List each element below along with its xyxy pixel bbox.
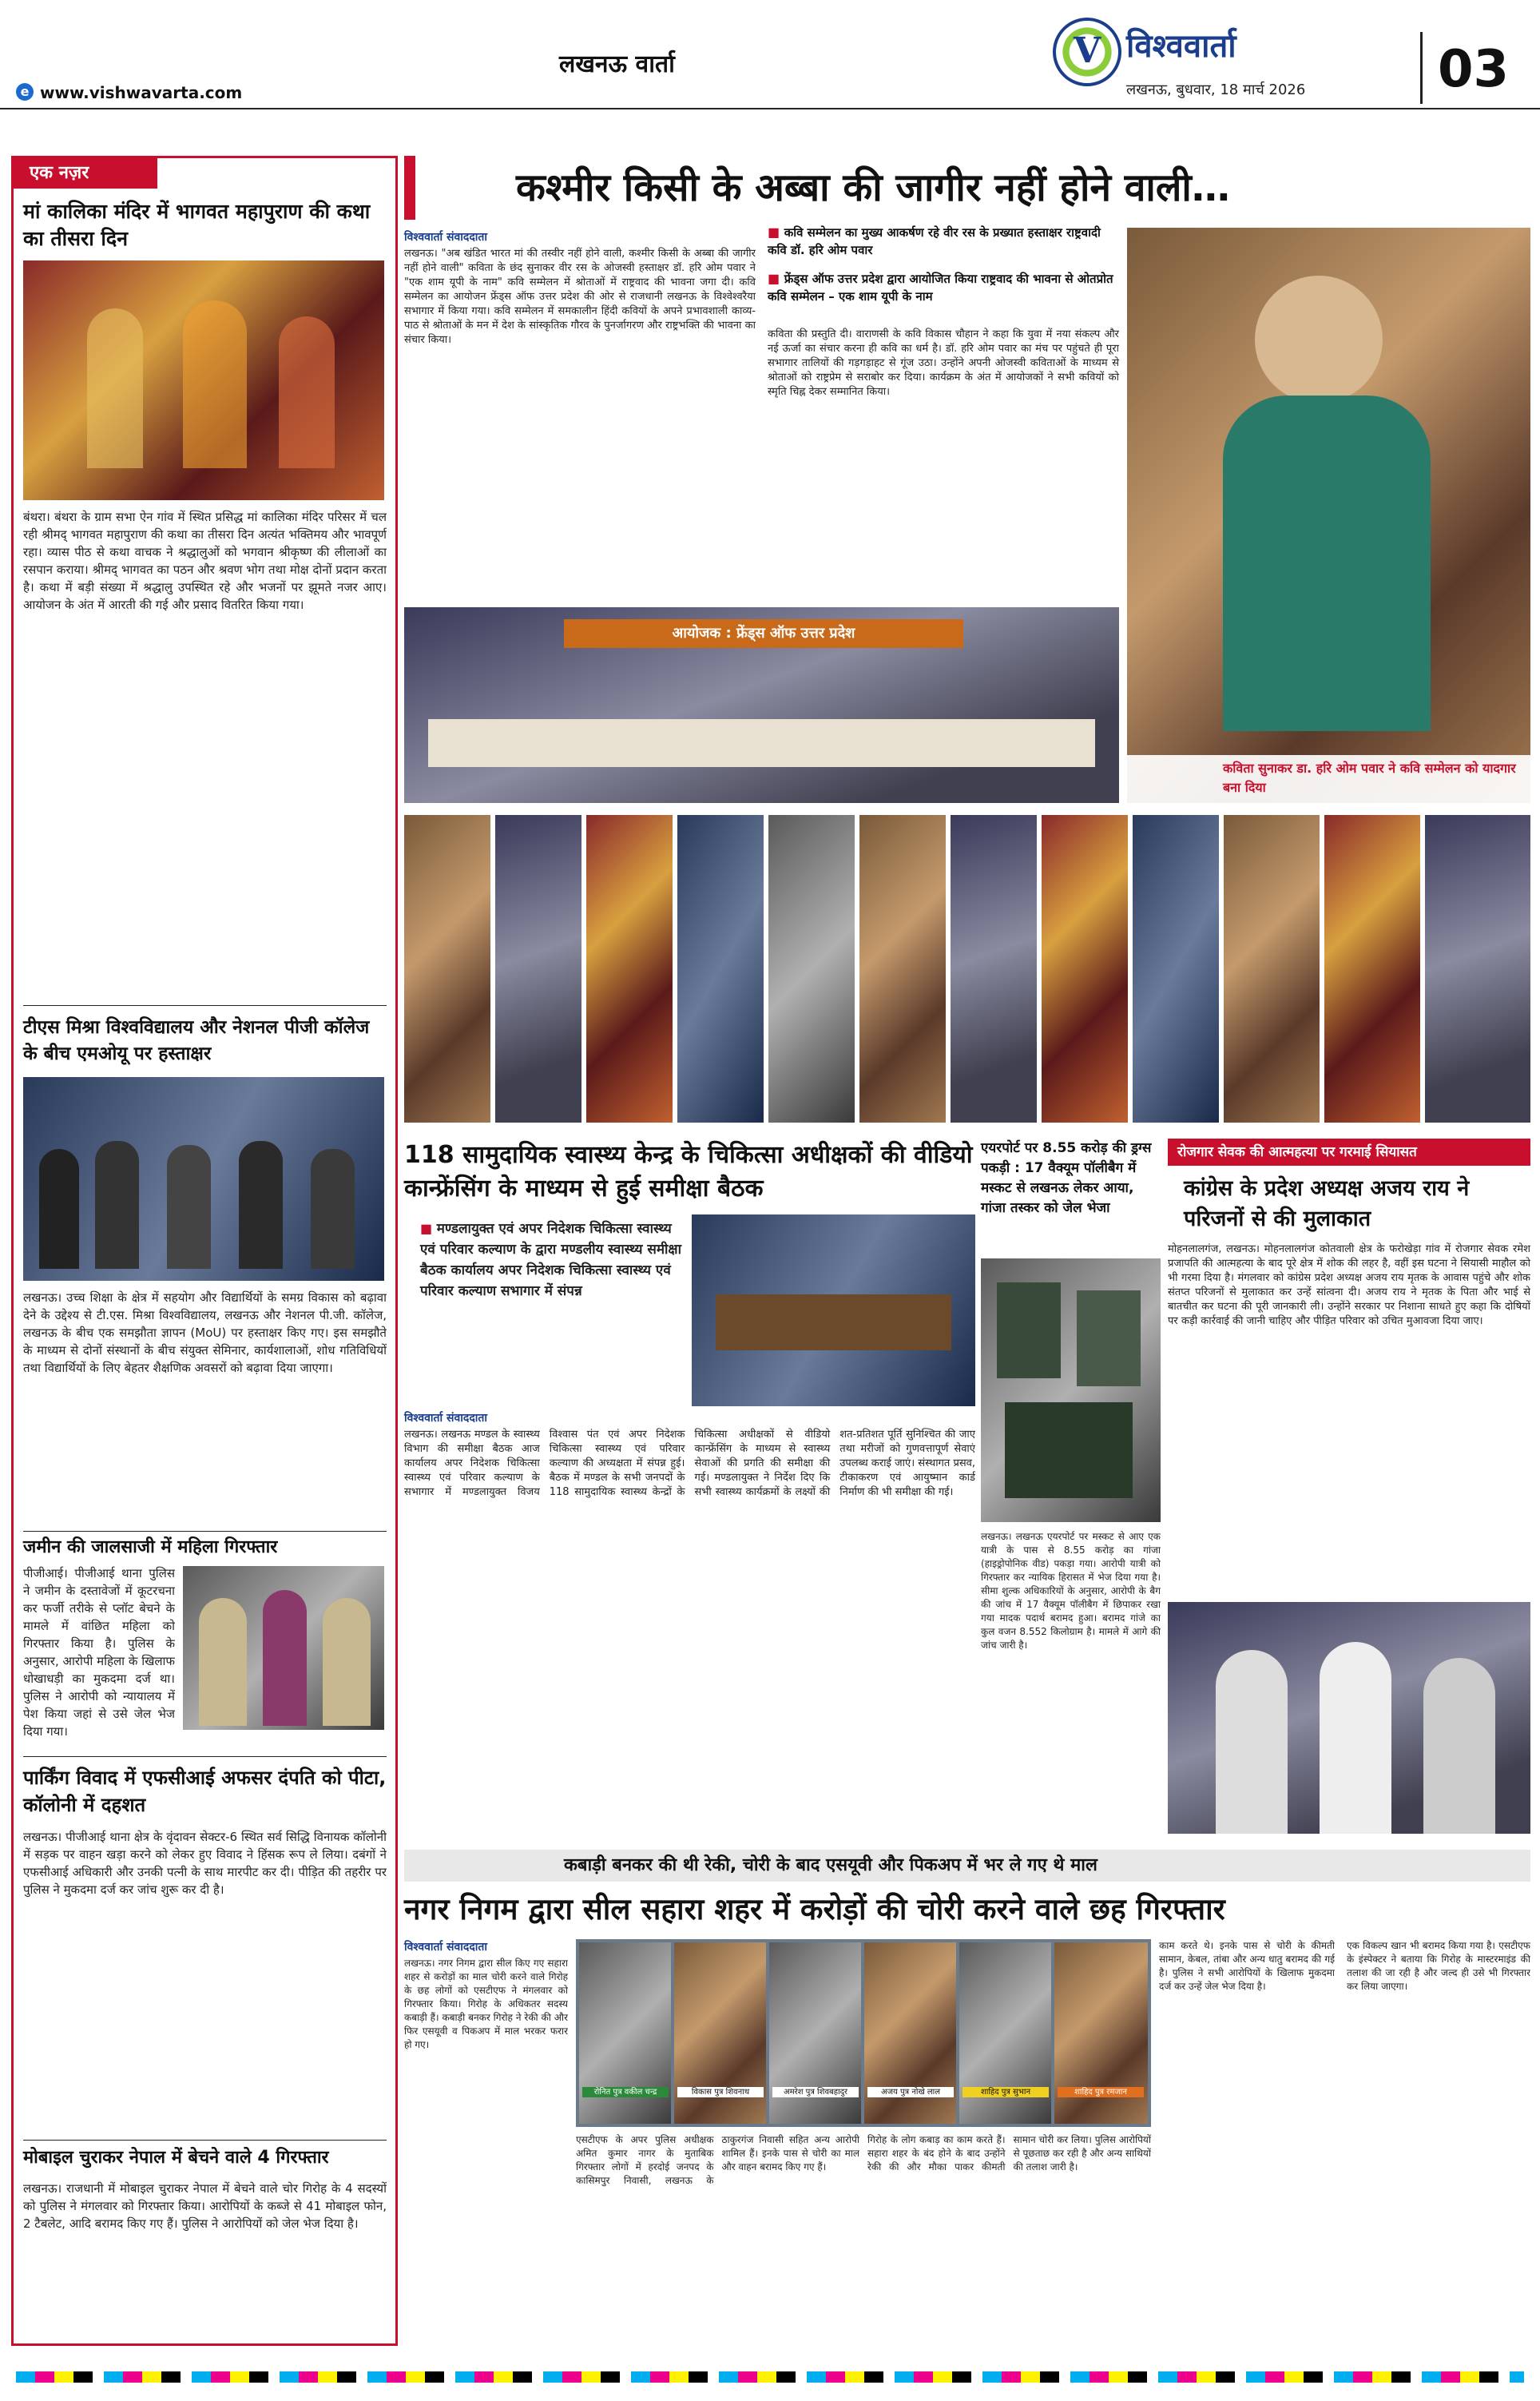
suspects-photo-strip: [576, 1939, 1151, 2127]
suspect-label-3: अमरेश पुत्र शिवबहादुर: [772, 2087, 859, 2097]
mou-photo: [23, 1077, 384, 1281]
poet-photo-12: [1425, 815, 1530, 1123]
lead-headline: कश्मीर किसी के अब्बा की जागीर नहीं होने वाली…: [516, 165, 1230, 210]
poet-photo-9: [1133, 815, 1219, 1123]
suspect-label-4: अजय पुत्र नोखे लाल: [867, 2087, 954, 2097]
contraband-photo: [981, 1258, 1161, 1522]
sidebar-headline-2: टीएस मिश्रा विश्वविद्यालय और नेशनल पीजी कॉलेज के बीच एमओयू पर हस्ताक्षर: [23, 1017, 370, 1064]
health-highlight-text: मण्डलायुक्त एवं अपर निदेशक चिकित्सा स्वास्थ्य एवं परिवार कल्याण के द्वारा मण्डलीय स्वास्थ्य समीक्षा बैठक कार्यालय अपर निदेशक चिकित्सा स्वास्थ्य एवं परिवार कल्याण सभागार में संपन्न: [420, 1221, 682, 1299]
sidebar-body-3: पीजीआई। पीजीआई थाना पुलिस ने जमीन के दस्तावेजों में कूटरचना कर फर्जी तरीके से प्लॉट बेचने के मामले में वांछित महिला को गिरफ्तार किया है। पुलिस के अनुसार, आरोपी महिला के खिलाफ धोखाधड़ी का मुकदमा दर्ज था। पुलिस ने आरोपी को न्यायालय में पेश किया जहां से उसे जेल भेज दिया गया।: [23, 1566, 175, 1739]
bottom-body-3: गिरोह के लोग कबाड़ का काम करते हैं। सहारा शहर के बंद होने के बाद उन्होंने रेकी की और मौका पाकर कीमती सामान चोरी कर लिया। पुलिस आरोपियों से पूछताछ कर रही है और अन्य साथियों की तलाश जारी है।: [867, 2134, 1151, 2172]
dateline: लखनऊ, बुधवार, 18 मार्च 2026: [1126, 81, 1306, 98]
sidebar-body-1: बंथरा। बंथरा के ग्राम सभा ऐन गांव में स्थित प्रसिद्ध मां कालिका मंदिर परिसर में चल रही श्रीमद् भागवत महापुराण की कथा का तीसरा दिन अत्यंत भक्तिमय और भावपूर्ण रहा। व्यास पीठ से कथा वाचक ने श्रद्धालुओं को भगवान श्रीकृष्ण की लीलाओं का रसपान कराया। श्रीमद् भागवत का पठन और श्रवण भोग तथा मोक्ष दोनों प्रदान करता है। कथा में बड़ी संख्या में श्रद्धालु उपस्थित रहे और भजनों पर झूमते नजर आए। आयोजन के अंत में आरती की गई और प्रसाद वितरित किया गया।: [23, 510, 387, 612]
poet-photo-10: [1224, 815, 1320, 1123]
sidebar: [11, 156, 398, 2346]
lead-bureau: विश्ववार्ता संवाददाता: [404, 231, 488, 244]
meeting-photo: [692, 1214, 975, 1406]
health-body: लखनऊ। लखनऊ मण्डल के स्वास्थ्य विभाग की समीक्षा बैठक आज कार्यालय अपर निदेशक चिकित्सा स्वास्थ्य एवं परिवार कल्याण के सभागार में मण्डलायुक्त विजय विश्वास पंत एवं अपर निदेशक चिकित्सा स्वास्थ्य एवं परिवार कल्याण की अध्यक्षता में संपन्न हुई। बैठक में मण्डल के सभी जनपदों के 118 सामुदायिक स्वास्थ्य केन्द्रों के चिकित्सा अधीक्षकों से वीडियो कान्फ्रेंसिंग के माध्यम से स्वास्थ्य सेवाओं की प्रगति की समीक्षा की गई। मण्डलायुक्त ने निर्देश दिए कि सभी स्वास्थ्य कार्यक्रमों के लक्ष्यों की शत-प्रतिशत पूर्ति सुनिश्चित की जाए तथा मरीजों को गुणवत्तापूर्ण सेवाएं उपलब्ध कराई जाएं। संस्थागत प्रसव, टीकाकरण एवं आयुष्मान कार्ड निर्माण की भी समीक्षा की गई।: [404, 1429, 975, 1498]
sidebar-headline-3: जमीन की जालसाजी में महिला गिरफ्तार: [23, 1537, 278, 1557]
bottom-body-5: एक विकल्प खान भी बरामद किया गया है। एसटीएफ के इंस्पेक्टर ने बताया कि गिरोह के मास्टरमाइंड की तलाश की जा रही है और जल्द ही उसे भी गिरफ्तार कर लिया जाएगा।: [1347, 1940, 1530, 1992]
brand-name: विश्ववार्ता: [1126, 28, 1236, 65]
poet-photo-6: [859, 815, 946, 1123]
suspect-label-5: शाहिद पुत्र सुभान: [963, 2087, 1049, 2097]
lead-headline-bar: [404, 156, 1530, 220]
bottom-body-4: काम करते थे। इनके पास से चोरी के कीमती सामान, केबल, तांबा और अन्य धातु बरामद की गई है। पुलिस ने सभी आरोपियों के खिलाफ मुकदमा दर्ज कर उन्हें जेल भेज दिया है।: [1159, 1940, 1335, 1992]
poet-photo-11: [1324, 815, 1420, 1123]
sidebar-headline-4: पार्किंग विवाद में एफसीआई अफसर दंपति को पीटा, कॉलोनी में दहशत: [23, 1767, 387, 1816]
airport-headline: एयरपोर्ट पर 8.55 करोड़ की ड्रग्स पकड़ी : 17 वैक्यूम पॉलीबैग में मस्कट से लखनऊ लेकर आया, गांजा तस्कर को जेल भेजा: [981, 1140, 1152, 1216]
sidebar-divider-4: [23, 2140, 387, 2141]
registration-strip: [16, 2371, 1524, 2383]
poet-photo-7: [951, 815, 1037, 1123]
bottom-kicker: कबाड़ी बनकर की थी रेकी, चोरी के बाद एसयूवी और पिकअप में भर ले गए थे माल: [564, 1855, 1097, 1875]
lead-body-1: लखनऊ। "अब खंडित भारत मां की तस्वीर नहीं होने वाली, कश्मीर किसी के अब्बा की जागीर नहीं होने वाली" कविता के छंद सुनाकर वीर रस के ओजस्वी हस्ताक्षर डॉ. हरि ओम पवार ने "एक शाम यूपी के नाम" कवि सम्मेलन में श्रोताओं में राष्ट्रवाद की भावना जगा दी। कवि सम्मेलन का आयोजन फ्रेंड्स ऑफ उत्तर प्रदेश की ओर से राजधानी लखनऊ के विश्वेश्वरैया सभागार में किया गया। कवि सम्मेलन में समकालीन हिंदी कवियों के अपने प्रभावशाली काव्य-पाठ से श्रोताओं के मन में देश के सांस्कृतिक गौरव के पुनर्जागरण और राष्ट्रभक्ति की भावना का संचार किया।: [404, 248, 756, 346]
arrest-photo: [183, 1566, 384, 1730]
lead-body-2: कविता की प्रस्तुति दी। वाराणसी के कवि विकास चौहान ने कहा कि युवा में नया संकल्प और नई ऊर्जा का संचार करना ही कवि का धर्म है। डॉ. हरि ओम पवार का मंच पर पहुंचते ही पूरा सभागार तालियों की गड़गड़ाहट से गूंज उठा। उन्होंने अपनी ओजस्वी कविताओं के माध्यम से श्रोताओं को राष्ट्रप्रेम से सराबोर कर दिया। कार्यक्रम के अंत में आयोजकों ने सभी कवियों को स्मृति चिह्न देकर सम्मानित किया।: [768, 328, 1119, 398]
lead-highlight-2-text: फ्रेंड्स ऑफ उत्तर प्रदेश द्वारा आयोजित किया राष्ट्रवाद की भावना से ओतप्रोत कवि सम्मेलन – एक शाम यूपी के नाम: [768, 272, 1113, 304]
bottom-body-2: एसटीएफ के अपर पुलिस अधीक्षक अमित कुमार नागर के मुताबिक गिरफ्तार लोगों में हरदोई जनपद के कासिमपुर निवासी, लखनऊ के ठाकुरगंज निवासी सहित अन्य आरोपी शामिल हैं। इनके पास से चोरी का माल और वाहन बरामद किए गए हैं।: [576, 2134, 859, 2186]
suspect-label-1: रोनित पुत्र वकील चन्द्र: [582, 2087, 669, 2097]
congress-story: [1168, 1139, 1530, 1842]
sidebar-body-2: लखनऊ। उच्च शिक्षा के क्षेत्र में सहयोग और विद्यार्थियों के समग्र विकास को बढ़ावा देने के उद्देश्य से टी.एस. मिश्रा विश्वविद्यालय, लखनऊ और नेशनल पी.जी. कॉलेज, लखनऊ के बीच एक समझौता ज्ञापन (MoU) पर हस्ताक्षर किए गए। इस समझौते के माध्यम से दोनों संस्थानों के बीच संयुक्त सेमिनार, कार्यशालाओं, शोध गतिविधियों तथा विद्यार्थियों के लिए बेहतर शैक्षणिक अवसरों को बढ़ावा दिया जाएगा।: [23, 1290, 387, 1375]
lead-highlight-2: [768, 270, 1119, 305]
stage-banner: [564, 619, 963, 648]
masthead-divider: [1420, 32, 1423, 104]
bullet-icon: ■: [768, 271, 784, 286]
poet-photo-8: [1042, 815, 1128, 1123]
sidebar-body-5: लखनऊ। राजधानी में मोबाइल चुराकर नेपाल में बेचने वाले चोर गिरोह के 4 सदस्यों को पुलिस ने मंगलवार को गिरफ्तार किया। आरोपियों के कब्जे से 41 मोबाइल फोन, 2 टैबलेट, आदि बरामद किए गए हैं। पुलिस ने आरोपियों को जेल भेज दिया है।: [23, 2181, 387, 2231]
stage-banner-text: आयोजक : फ्रेंड्स ऑफ उत्तर प्रदेश: [672, 625, 855, 642]
sidebar-headline-1: मां कालिका मंदिर में भागवत महापुराण की कथा का तीसरा दिन: [23, 200, 371, 250]
congress-headline: कांग्रेस के प्रदेश अध्यक्ष अजय राय ने परिजनों से की मुलाकात: [1184, 1176, 1470, 1231]
visit-photo: [1168, 1602, 1530, 1834]
sidebar-divider-1: [23, 1005, 387, 1006]
bottom-body-1: लखनऊ। नगर निगम द्वारा सील किए गए सहारा शहर से करोड़ों का माल चोरी करने वाले गिरोह के छह लोगों को एसटीएफ ने मंगलवार को गिरफ्तार किया। गिरोह के अधिकतर सदस्य कबाड़ी हैं। कबाड़ी बनकर गिरोह ने रेकी की और फिर एसयूवी व पिकअप में माल भरकर फरार हो गए।: [404, 1958, 568, 2050]
health-story: [404, 1139, 975, 1842]
lead-highlight-box: [768, 224, 1119, 320]
poet-photo: [1127, 228, 1530, 803]
lead-story: [404, 156, 1530, 1131]
sidebar-label: [14, 158, 157, 189]
poet-photo-3: [586, 815, 673, 1123]
poets-strip: [404, 815, 1530, 1123]
congress-topic-bar: [1168, 1139, 1530, 1166]
sidebar-label-text: एक नज़र: [30, 163, 89, 183]
lead-highlight-1: [768, 224, 1119, 259]
sidebar-body-4: लखनऊ। पीजीआई थाना क्षेत्र के वृंदावन सेक्टर-6 स्थित सर्व सिद्धि विनायक कॉलोनी में सड़क पर वाहन खड़ा करने को लेकर हुए विवाद ने हिंसक रूप ले लिया। दबंगों ने एफसीआई अधिकारी और उनकी पत्नी के साथ मारपीट कर दी। पीड़ित की तहरीर पर पुलिस ने मुकदमा दर्ज कर जांच शुरू कर दी है।: [23, 1830, 387, 1897]
sidebar-headline-5: मोबाइल चुराकर नेपाल में बेचने वाले 4 गिरफ्तार: [23, 2148, 329, 2168]
bottom-kicker-bar: [404, 1850, 1530, 1882]
bullet-icon: ■: [420, 1221, 437, 1236]
ie-icon: e: [16, 83, 34, 101]
stage-photo: [404, 607, 1119, 803]
health-headline: 118 सामुदायिक स्वास्थ्य केन्द्र के चिकित्सा अधीक्षकों की वीडियो कान्फ्रेंसिंग के माध्यम से हुई समीक्षा बैठक: [404, 1141, 973, 1202]
congress-body: मोहनलालगंज, लखनऊ। मोहनलालगंज कोतवाली क्षेत्र के फरोखेड़ा गांव में रोजगार सेवक रमेश प्रजापति की आत्महत्या के बाद पूरे क्षेत्र में शोक की लहर है, वहीं इस घटना ने सियासी माहौल को भी गरमा दिया है। मंगलवार को कांग्रेस प्रदेश अध्यक्ष अजय राय मृतक के आवास पहुंचे और शोक संतप्त परिजनों से मुलाकात कर उन्हें सांत्वना दी। अजय राय ने मृतक के पिता और भाई से बातचीत कर घटना की पूरी जानकारी ली। उन्होंने सरकार पर निशाना साधते हुए कहा कि दोषियों पर कड़ी कार्रवाई की जानी चाहिए और पीड़ित परिवार को उचित मुआवजा दिया जाए।: [1168, 1243, 1530, 1327]
congress-topic: रोजगार सेवक की आत्महत्या पर गरमाई सियासत: [1177, 1144, 1417, 1160]
poet-photo-1: [404, 815, 490, 1123]
temple-photo: [23, 260, 384, 500]
sidebar-divider-3: [23, 1756, 387, 1757]
website-link[interactable]: www.vishwavarta.com: [40, 83, 243, 102]
airport-body: लखनऊ। लखनऊ एयरपोर्ट पर मस्कट से आए एक यात्री के पास से 8.55 करोड़ का गांजा (हाइड्रोपोनिक वीड) पकड़ा गया। आरोपी यात्री को गिरफ्तार कर न्यायिक हिरासत में भेज दिया गया है। सीमा शुल्क अधिकारियों के अनुसार, आरोपी के बैग की जांच में 17 वैक्यूम पॉलीबैग में छिपाकर रखा गया मादक पदार्थ बरामद हुआ। बरामद गांजे का कुल वजन 8.552 किलोग्राम है। मामले में आगे की जांच जारी है।: [981, 1531, 1161, 1651]
bottom-headline: नगर निगम द्वारा सील सहारा शहर में करोड़ों की चोरी करने वाले छह गिरफ्तार: [404, 1892, 1225, 1926]
airport-story: [981, 1139, 1161, 1842]
poet-photo-2: [495, 815, 581, 1123]
poet-photo-5: [768, 815, 855, 1123]
bottom-story: [404, 1850, 1530, 2341]
masthead-rule: [0, 108, 1540, 109]
lead-headline-accent: [404, 156, 415, 220]
poet-caption: कविता सुनाकर डा. हरि ओम पवार ने कवि सम्मेलन को यादगार बना दिया: [1223, 761, 1516, 795]
brand-logo-icon: V: [1053, 18, 1121, 86]
suspect-label-6: शाहिद पुत्र रमजान: [1058, 2087, 1144, 2097]
color-registration-bar: [0, 2365, 1540, 2389]
bottom-bureau: विश्ववार्ता संवाददाता: [404, 1941, 488, 1954]
health-bureau: विश्ववार्ता संवाददाता: [404, 1412, 488, 1425]
bullet-icon: ■: [768, 225, 784, 240]
lead-highlight-1-text: कवि सम्मेलन का मुख्य आकर्षण रहे वीर रस के प्रख्यात हस्ताक्षर राष्ट्रवादी कवि डॉ. हरि ओम पवार: [768, 225, 1101, 257]
poet-photo-4: [677, 815, 764, 1123]
section-title: लखनऊ वार्ता: [559, 50, 675, 78]
page-number: 03: [1438, 40, 1510, 99]
suspect-label-2: विकास पुत्र शिवनाथ: [677, 2087, 764, 2097]
masthead: [0, 0, 1540, 112]
health-highlight: [420, 1218, 684, 1302]
sidebar-divider-2: [23, 1531, 387, 1532]
